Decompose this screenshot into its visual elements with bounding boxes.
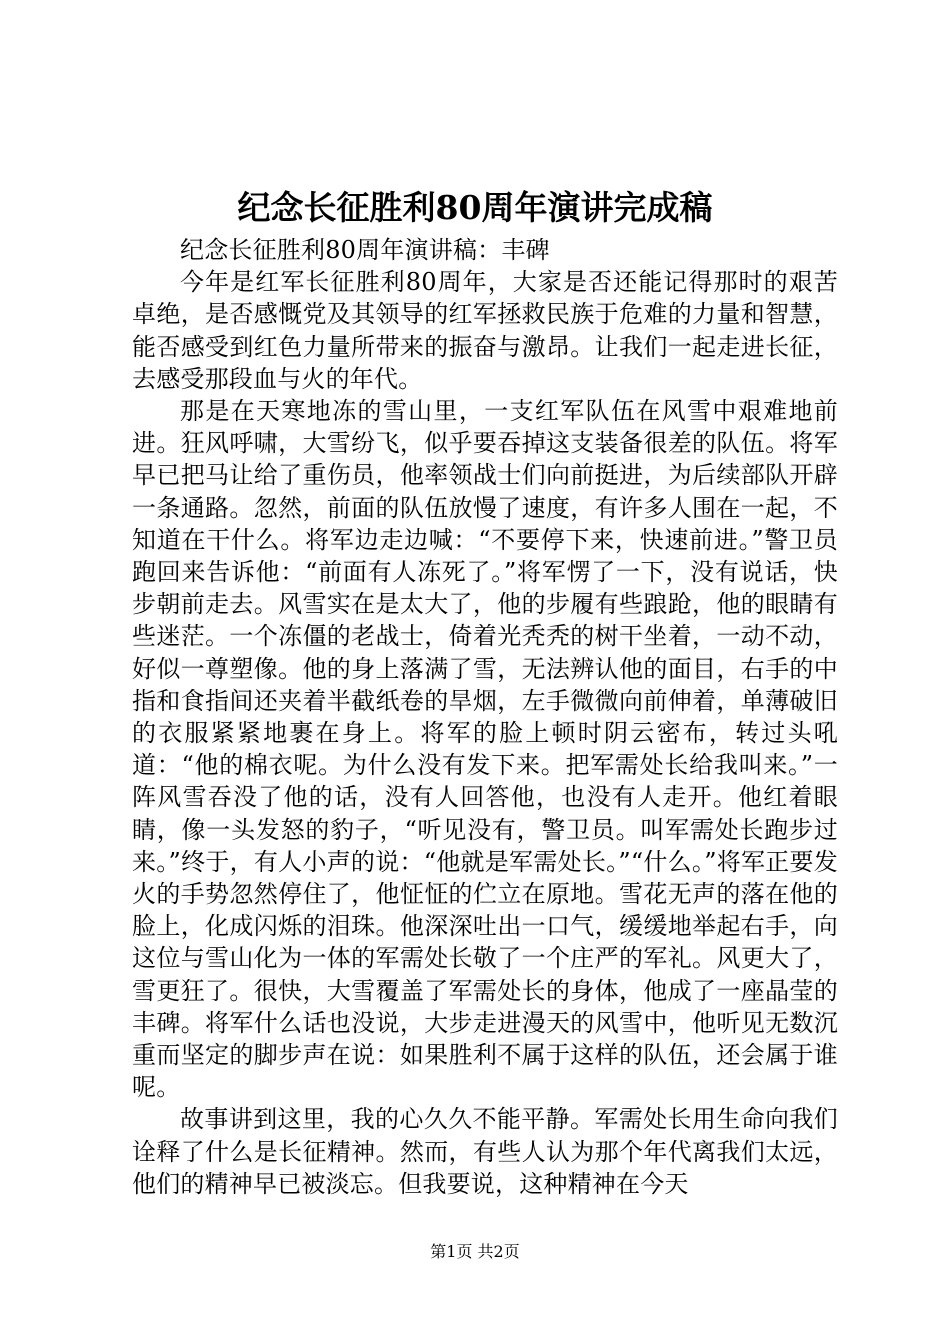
body-paragraph: 故事讲到这里，我的心久久不能平静。军需处长用生命向我们诠释了什么是长征精神。然而，有些人认为那个年代离我们太远，他们的精神早已被淡忘。但我要说，这种精神在今天 — [132, 1105, 838, 1198]
document-body — [132, 234, 838, 1200]
body-paragraph: 今年是红军长征胜利80周年，大家是否还能记得那时的艰苦卓绝，是否感慨党及其领导的红军拯救民族于危难的力量和智慧，能否感受到红色力量所带来的振奋与激昂。让我们一起走进长征，去感受那段血与火的年代。 — [132, 268, 838, 393]
page-footer: 第1页 共2页 — [430, 1242, 520, 1261]
document-title: 纪念长征胜利80周年演讲完成稿 — [237, 188, 713, 227]
body-paragraph: 那是在天寒地冻的雪山里，一支红军队伍在风雪中艰难地前进。狂风呼啸，大雪纷飞，似乎要吞掉这支装备很差的队伍。将军早已把马让给了重伤员，他率领战士们向前挺进，为后续部队开辟一条通路。忽然，前面的队伍放慢了速度，有许多人围在一起，不知道在干什么。将军边走边喊：“不要停下来，快速前进。”警卫员跑回来告诉他：“前面有人冻死了。”将军愣了一下，没有说话，快步朝前走去。风雪实在是太大了，他的步履有些踉跄，他的眼睛有些迷茫。一个冻僵的老战士，倚着光秃秃的树干坐着，一动不动，好似一尊塑像。他的身上落满了雪，无法辨认他的面目，右手的中指和食指间还夹着半截纸卷的旱烟，左手微微向前伸着，单薄破旧的衣服紧紧地裹在身上。将军的脸上顿时阴云密布，转过头吼道：“他的棉衣呢。为什么没有发下来。把军需处长给我叫来。”一阵风雪吞没了他的话，没有人回答他，也没有人走开。他红着眼睛，像一头发怒的豹子，“听见没有，警卫员。叫军需处长跑步过来。”终于，有人小声的说：“他就是军需处长。”“什么。”将军正要发火的手势忽然停住了，他怔怔的伫立在原地。雪花无声的落在他的脸上，化成闪烁的泪珠。他深深吐出一口气，缓缓地举起右手，向这位与雪山化为一体的军需处长敬了一个庄严的军礼。风更大了，雪更狂了。很快，大雪覆盖了军需处长的身体，他成了一座晶莹的丰碑。将军什么话也没说，大步走进漫天的风雪中，他听见无数沉重而坚定的脚步声在说：如果胜利不属于这样的队伍，还会属于谁呢。 — [132, 397, 838, 1102]
subtitle-paragraph: 纪念长征胜利80周年演讲稿：丰碑 — [180, 236, 550, 264]
